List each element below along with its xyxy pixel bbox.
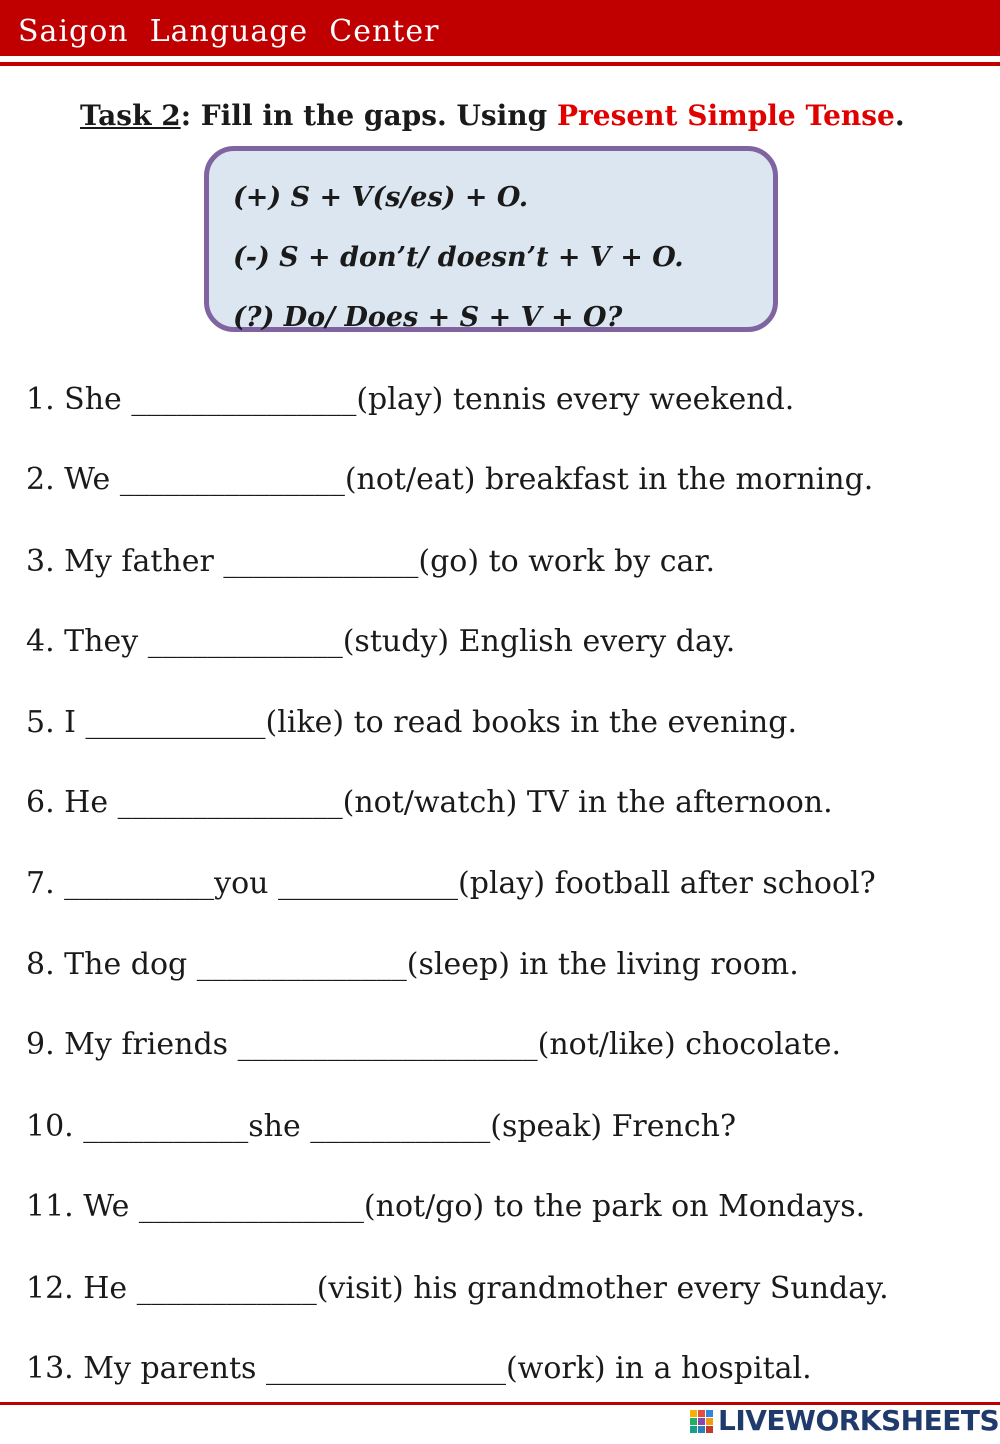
question-10: 10. ___________she ____________(speak) French? (26, 1109, 737, 1144)
liveworksheets-logo-icon (690, 1410, 714, 1434)
question-4: 4. They _____________(study) English every day. (26, 624, 736, 659)
formula-box (204, 146, 778, 332)
task-instruction: : Fill in the gaps. Using (180, 99, 557, 132)
task-end: . (894, 99, 905, 132)
formula-positive: (+) S + V(s/es) + O. (233, 182, 529, 213)
question-12: 12. He ____________(visit) his grandmother every Sunday. (26, 1271, 889, 1306)
formula-question: (?) Do/ Does + S + V + O? (233, 302, 623, 333)
liveworksheets-logo[interactable] (690, 1404, 1000, 1438)
task-label: Task 2 (80, 99, 181, 132)
question-6: 6. He _______________(not/watch) TV in the afternoon. (26, 785, 833, 820)
question-7: 7. __________you ____________(play) football after school? (26, 866, 876, 901)
question-1: 1. She _______________(play) tennis every weekend. (26, 382, 795, 417)
question-5: 5. I ____________(like) to read books in the evening. (26, 705, 797, 740)
header-title: Saigon Language Center (18, 14, 440, 49)
header-divider (0, 62, 1000, 66)
question-2: 2. We _______________(not/eat) breakfast in the morning. (26, 462, 874, 497)
question-8: 8. The dog ______________(sleep) in the living room. (26, 947, 799, 982)
formula-negative: (-) S + don’t/ doesn’t + V + O. (233, 242, 684, 273)
task-heading (80, 98, 905, 134)
question-9: 9. My friends ____________________(not/like) chocolate. (26, 1027, 842, 1062)
question-3: 3. My father _____________(go) to work by car. (26, 544, 715, 579)
question-11: 11. We _______________(not/go) to the park on Mondays. (26, 1189, 866, 1224)
question-13: 13. My parents ________________(work) in a hospital. (26, 1351, 812, 1386)
logo-text: LIVEWORKSHEETS (718, 1404, 1000, 1437)
task-highlight: Present Simple Tense (556, 99, 895, 132)
